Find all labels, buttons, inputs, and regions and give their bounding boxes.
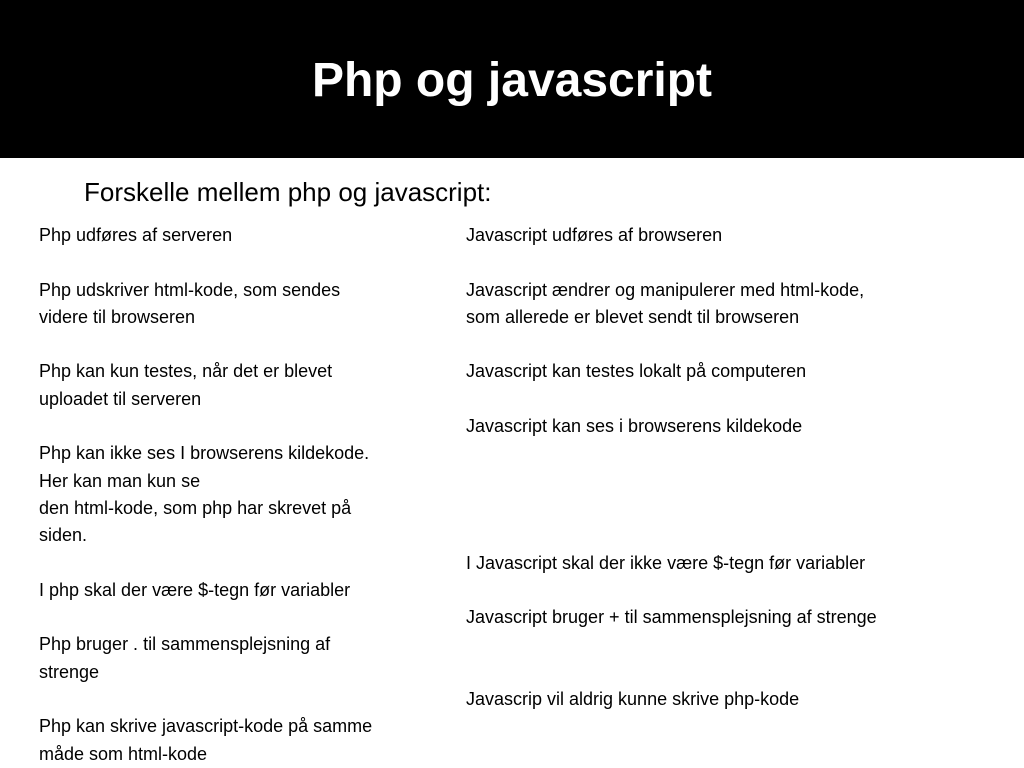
php-point: Php kan kun testes, når det er blevet uploadet til serveren	[39, 361, 333, 409]
javascript-point: I Javascript skal der ikke være $-tegn før variabler	[466, 552, 866, 573]
javascript-column	[466, 222, 956, 741]
javascript-point: Javascript kan ses i browserens kildekode	[466, 416, 803, 437]
javascript-point: Javascript ændrer og manipulerer med html-kode, som allerede er blevet sendt til browseren	[466, 279, 865, 327]
title-bar	[0, 0, 1024, 158]
javascript-point: Javascript bruger + til sammensplejsning af strenge	[466, 607, 877, 628]
slide-subtitle: Forskelle mellem php og javascript:	[84, 177, 492, 207]
php-point: Php kan skrive javascript-kode på samme måde som html-kode	[39, 716, 373, 764]
php-column	[39, 222, 434, 768]
slide-title: Php og javascript	[311, 54, 713, 107]
php-point: I php skal der være $-tegn før variabler	[39, 579, 351, 600]
javascript-point: Javascript kan testes lokalt på computeren	[466, 361, 807, 382]
php-point: Php bruger . til sammensplejsning af strenge	[39, 634, 331, 682]
php-point: Php kan ikke ses I browserens kildekode. Her kan man kun se den html-kode, som php har skrevet på siden.	[39, 443, 370, 546]
javascript-point: Javascript udføres af browseren	[466, 225, 723, 245]
php-point: Php udføres af serveren	[39, 225, 233, 245]
javascript-point: Javascrip vil aldrig kunne skrive php-kode	[466, 689, 800, 710]
php-point: Php udskriver html-kode, som sendes videre til browseren	[39, 279, 341, 327]
